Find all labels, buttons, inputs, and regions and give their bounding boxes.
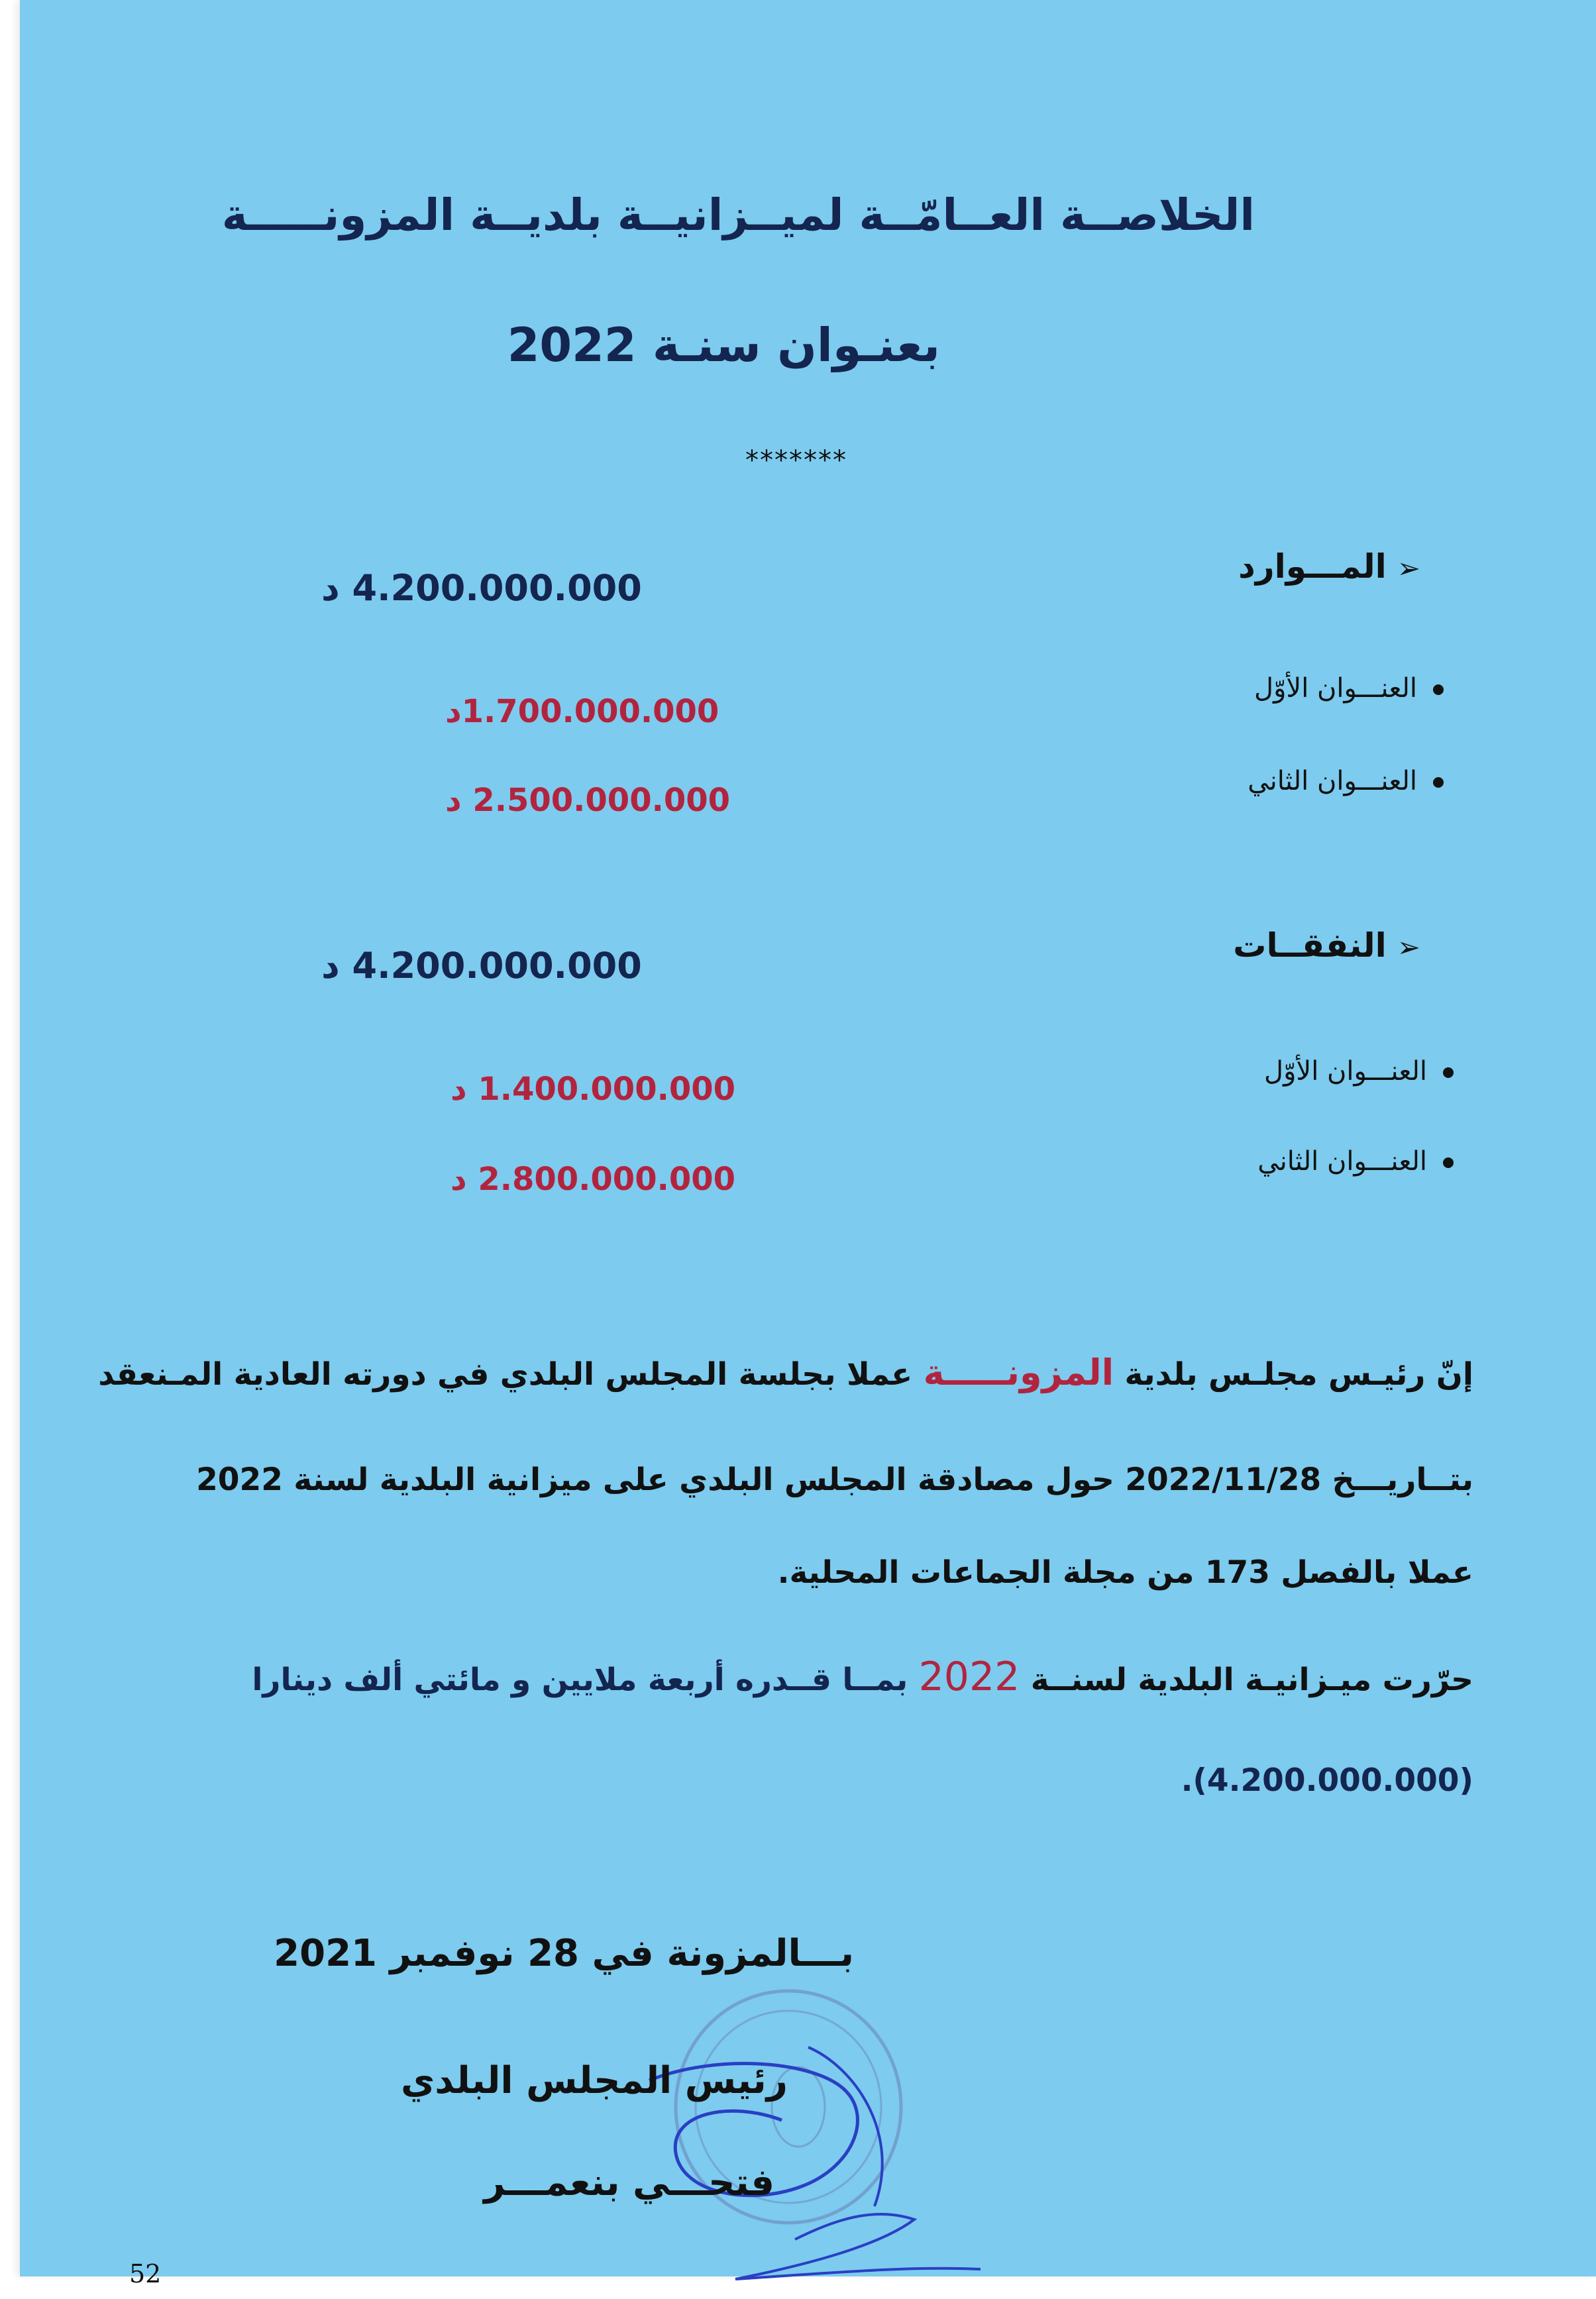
bullet-icon [1443, 1067, 1454, 1078]
page-number: 52 [129, 2259, 162, 2288]
paragraph-text: عملا بجلسة المجلس البلدي في دورته العادية المـنعقد [98, 1356, 924, 1393]
paragraph-text: بمــا قــدره أربعة ملايين و مائتي ألف دينارا [252, 1662, 919, 1698]
bullet-icon [1433, 777, 1444, 788]
expenses-heading [1233, 926, 1420, 965]
expenses-item-amount: 2.800.000.000 د [451, 1161, 736, 1198]
resources-item [1248, 766, 1444, 796]
paragraph-text: حرّرت ميـزانيـة البلدية لسنــة [1020, 1662, 1473, 1698]
resources-heading-label: المـــوارد [1238, 547, 1387, 586]
arrow-bullet-icon: ➢ [1397, 931, 1420, 963]
municipality-name: المزونـــــة [923, 1352, 1114, 1393]
paragraph-text: إنّ رئيـس مجلـس بلدية [1114, 1356, 1473, 1393]
separator: ******* [745, 445, 847, 476]
document-title: الخلاصــة العــامّــة لميــزانيــة بلديــة المزونـــــة [221, 189, 1255, 241]
bullet-icon [1433, 684, 1444, 695]
document-subtitle: بعنـوان سنـة 2022 [507, 318, 940, 372]
item-label: العنـــوان الثاني [1257, 1146, 1427, 1177]
expenses-item [1257, 1146, 1454, 1177]
resources-item [1254, 673, 1444, 704]
resources-heading [1238, 547, 1420, 586]
item-label: العنـــوان الأوّل [1264, 1056, 1427, 1087]
resources-item-amount: 2.500.000.000 د [445, 782, 731, 819]
council-president-title: رئيس المجلس البلدي [400, 2059, 788, 2102]
expenses-item-amount: 1.400.000.000 د [451, 1071, 736, 1108]
paragraph-line [252, 1654, 1473, 1700]
expenses-total: 4.200.000.000 د [321, 945, 642, 987]
paragraph-line: بتــاريـــخ 2022/11/28 حول مصادقة المجلس البلدي على ميزانية البلدية لسنة 2022 [196, 1462, 1473, 1498]
budget-year: 2022 [918, 1654, 1020, 1700]
resources-item-amount: 1.700.000.000د [445, 693, 719, 730]
paragraph-line [98, 1352, 1473, 1393]
item-label: العنـــوان الأوّل [1254, 673, 1417, 704]
bullet-icon [1443, 1157, 1454, 1168]
expenses-item [1264, 1056, 1454, 1087]
place-and-date: بـــالمزونة في 28 نوفمبر 2021 [274, 1932, 854, 1975]
item-label: العنـــوان الثاني [1248, 766, 1417, 796]
budget-total-amount: (4.200.000.000). [1181, 1762, 1473, 1799]
arrow-bullet-icon: ➢ [1397, 552, 1420, 584]
paragraph-line: عملا بالفصل 173 من مجلة الجماعات المحلية. [777, 1554, 1473, 1591]
resources-total: 4.200.000.000 د [321, 567, 642, 609]
official-stamp-icon [636, 1968, 981, 2299]
document-page [20, 0, 1596, 2288]
expenses-heading-label: النفقــات [1233, 926, 1387, 965]
signatory-name: فتحـــي بنعمـــر [484, 2161, 774, 2204]
